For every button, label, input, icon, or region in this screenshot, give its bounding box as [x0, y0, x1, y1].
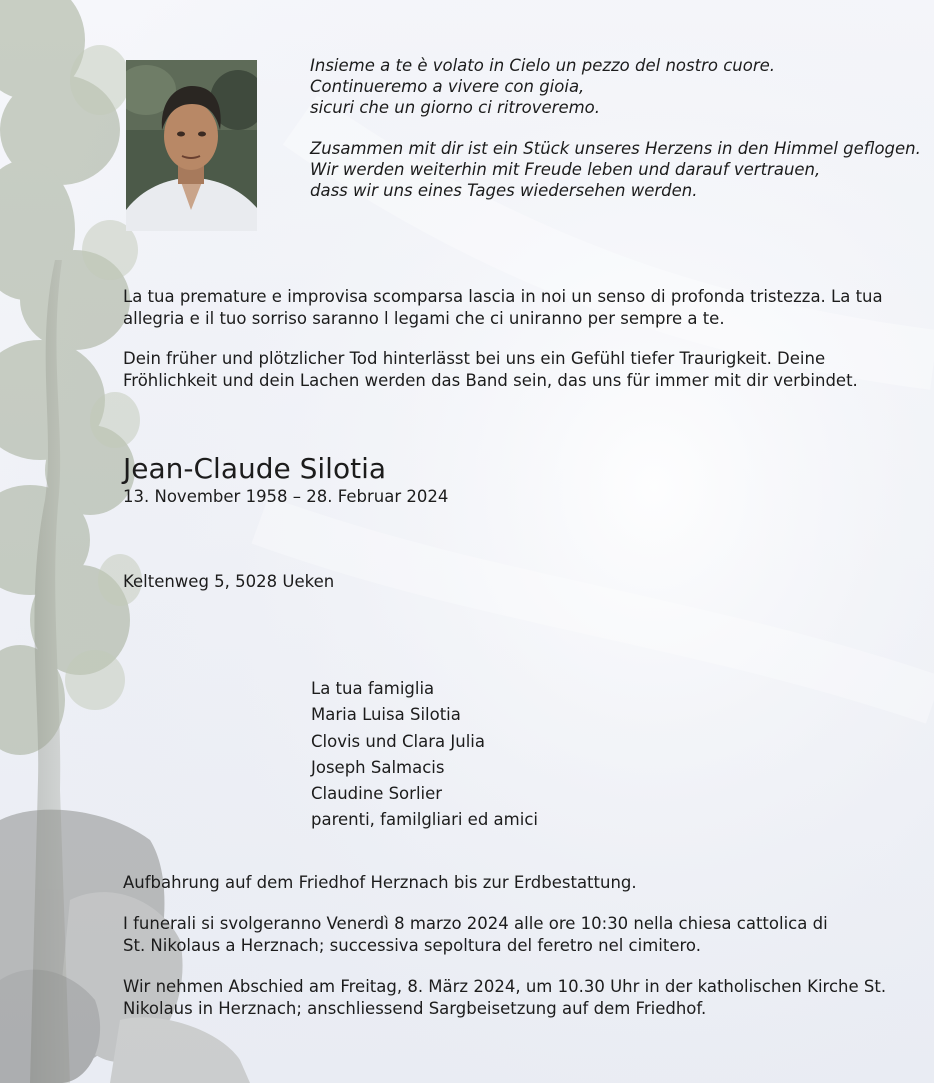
verse-line: Continueremo a vivere con gioia, — [310, 77, 585, 96]
verse-line: Insieme a te è volato in Cielo un pezzo del nostro cuore. — [310, 56, 776, 75]
family-member: parenti, familgliari ed amici — [311, 810, 538, 830]
life-dates: 13. November 1958 – 28. Februar 2024 — [123, 487, 449, 506]
family-list — [311, 676, 538, 834]
deceased-name: Jean-Claude Silotia — [123, 452, 387, 485]
funeral-notice-german: Wir nehmen Abschied am Freitag, 8. März 2024, um 10.30 Uhr in der katholischen Kirche St. Nikolaus in Herznach; anschliessend Sargbeisetzung auf dem Friedhof. — [123, 977, 887, 1018]
verse-line: Wir werden weiterhin mit Freude leben und darauf vertrauen, — [310, 160, 821, 179]
family-member: Joseph Salmacis — [311, 757, 445, 777]
portrait-photo — [126, 60, 257, 231]
family-member: Clovis und Clara Julia — [311, 731, 485, 751]
tribute-german: Dein früher und plötzlicher Tod hinterlässt bei uns ein Gefühl tiefer Traurigkeit. Deine Fröhlichkeit und dein Lachen werden das Band sein, das uns für immer mit dir verbindet. — [123, 349, 858, 390]
verse-italian — [310, 55, 775, 118]
funeral-notice-italian: I funerali si svolgeranno Venerdì 8 marzo 2024 alle ore 10:30 nella chiesa cattolica di St. Nikolaus a Herznach; successiva sepoltura del feretro nel cimitero. — [123, 914, 828, 955]
verse-line: dass wir uns eines Tages wiedersehen werden. — [310, 181, 698, 200]
viewing-notice: Aufbahrung auf dem Friedhof Herznach bis zur Erdbestattung. — [123, 873, 637, 892]
verse-line: Zusammen mit dir ist ein Stück unseres Herzens in den Himmel geflogen. — [310, 139, 921, 158]
family-member: La tua famiglia — [311, 679, 435, 698]
verse-german — [310, 138, 921, 201]
verse-line: sicuri che un giorno ci ritroveremo. — [310, 98, 601, 117]
tribute-italian: La tua premature e improvisa scomparsa lascia in noi un senso di profonda tristezza. La tua allegria e il tuo sorriso saranno l legami che ci uniranno per sempre a te. — [123, 287, 883, 328]
family-member: Maria Luisa Silotia — [311, 705, 461, 725]
mourning-address: Keltenweg 5, 5028 Ueken — [123, 572, 335, 591]
family-member: Claudine Sorlier — [311, 784, 443, 804]
